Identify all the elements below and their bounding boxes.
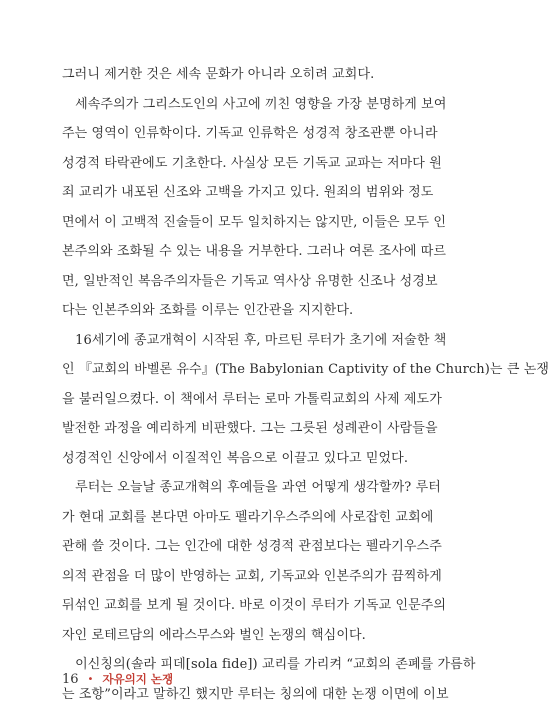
text-line: 성경적인 신앙에서 이질적인 복음으로 이끌고 있다고 믿었다. — [62, 450, 409, 466]
text-line: 죄 교리가 내포된 신조와 고백을 가지고 있다. 원죄의 범위와 정도 — [62, 185, 434, 200]
text-line: 발전한 과정을 예리하게 비판했다. 그는 그릇된 성례관이 사람들을 — [62, 421, 438, 436]
page-footer — [62, 671, 173, 687]
text-line: 관해 쓸 것이다. 그는 인간에 대한 성경적 관점보다는 펠라기우스주 — [62, 539, 442, 554]
text-line: 주는 영역이 인류학이다. 기독교 인류학은 성경적 창조관뿐 아니라 — [62, 126, 438, 141]
text-line: 면, 일반적인 복음주의자들은 기독교 역사상 유명한 신조나 성경보 — [62, 273, 438, 289]
text-line: 는 조항”이라고 말하긴 했지만 루터는 칭의에 대한 논쟁 이면에 이보 — [62, 686, 449, 702]
text-line: 자인 로테르담의 에라스무스와 벌인 논쟁의 핵심이다. — [62, 627, 366, 643]
body-text — [62, 60, 549, 709]
text-line: 가 현대 교회를 본다면 아마도 펠라기우스주의에 사로잡힌 교회에 — [62, 509, 434, 525]
running-title: 자유의지 논쟁 — [102, 672, 174, 686]
text-line: 을 불러일으켰다. 이 책에서 루터는 로마 가톨릭교회의 사제 제도가 — [62, 391, 442, 407]
text-line: 다는 인본주의와 조화를 이루는 인간관을 지지한다. — [62, 303, 354, 318]
text-line: 세속주의가 그리스도인의 사고에 끼친 영향을 가장 분명하게 보여 — [62, 96, 447, 112]
text-line: 인 『교회의 바벨론 유수』(The Babylonian Captivity of the Church)는 큰 논쟁 — [62, 362, 549, 377]
text-line: 루터는 오늘날 종교개혁의 후예들을 과연 어떻게 생각할까? 루터 — [62, 480, 441, 495]
text-line: 이신칭의(솔라 피데[sola fide]) 교리를 가리켜 “교회의 존폐를 가름하 — [62, 657, 476, 672]
text-line: 면에서 이 고백적 진술들이 모두 일치하지는 않지만, 이들은 모두 인 — [62, 214, 447, 230]
text-line: 뒤섞인 교회를 보게 될 것이다. 바로 이것이 루터가 기독교 인문주의 — [62, 598, 447, 613]
text-line: 그러니 제거한 것은 세속 문화가 아니라 오히려 교회다. — [62, 67, 375, 82]
page-number: 16 — [62, 671, 79, 687]
text-line: 성경적 타락관에도 기초한다. 사실상 모든 기독교 교파는 저마다 원 — [62, 155, 442, 171]
text-line: 본주의와 조화될 수 있는 내용을 거부한다. 그러나 여론 조사에 따르 — [62, 244, 447, 259]
text-line: 16세기에 종교개혁이 시작된 후, 마르틴 루터가 초기에 저술한 책 — [62, 332, 447, 348]
text-line: 의적 관점을 더 많이 반영하는 교회, 기독교와 인본주의가 끔찍하게 — [62, 568, 442, 584]
bullet-separator: • — [87, 673, 94, 685]
